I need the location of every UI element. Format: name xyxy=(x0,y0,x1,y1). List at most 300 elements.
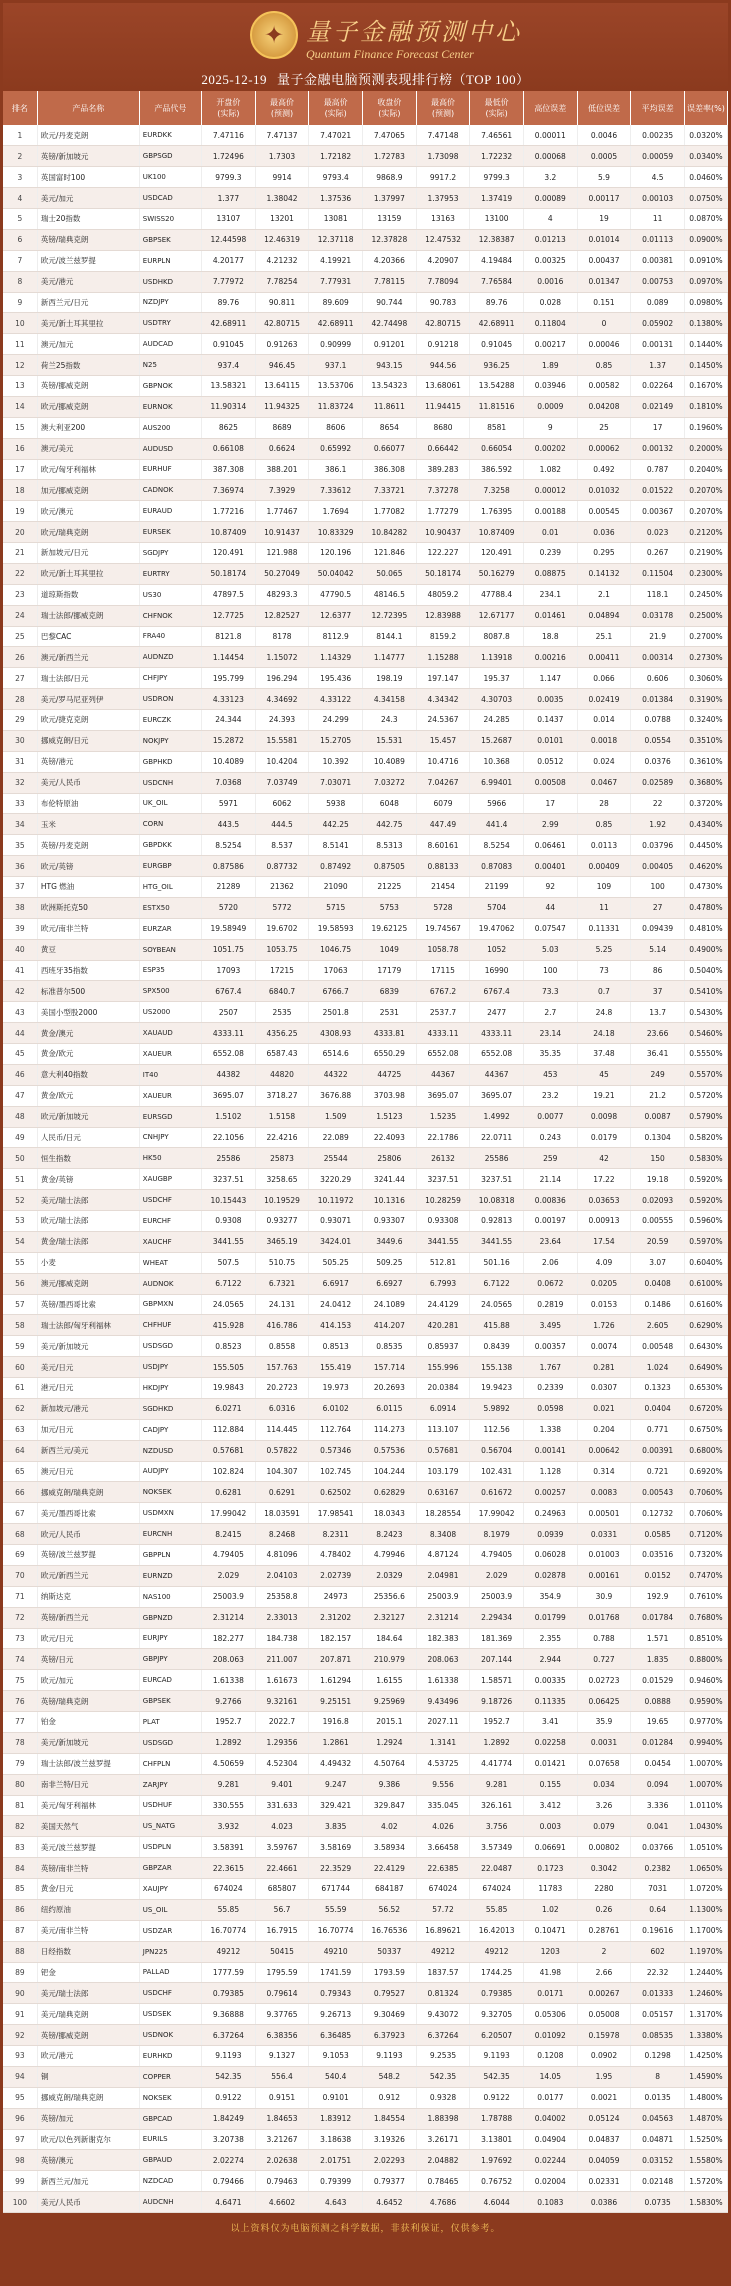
table-cell: 20.2723 xyxy=(255,1378,309,1399)
table-cell: 0.03653 xyxy=(577,1190,631,1211)
table-cell: 35.9 xyxy=(577,1712,631,1733)
table-cell: 0.01384 xyxy=(631,689,685,710)
table-cell: 0.05157 xyxy=(631,2004,685,2025)
table-cell: 0.00117 xyxy=(577,188,631,209)
table-cell: 0.79466 xyxy=(202,2171,256,2192)
table-cell: 60 xyxy=(3,1357,37,1378)
table-cell: 3.2 xyxy=(523,167,577,188)
table-cell: 9.36888 xyxy=(202,2004,256,2025)
table-cell: 0.08535 xyxy=(631,2025,685,2046)
table-cell: 日经指数 xyxy=(37,1941,139,1962)
table-cell: 0.4780% xyxy=(684,897,727,918)
table-cell: 6.38356 xyxy=(255,2025,309,2046)
table-row xyxy=(3,376,728,397)
table-cell: 3241.44 xyxy=(363,1169,417,1190)
table-cell: 674024 xyxy=(470,1879,524,1900)
table-cell: 16.7915 xyxy=(255,1920,309,1941)
table-cell: 443.5 xyxy=(202,814,256,835)
table-cell: 24.344 xyxy=(202,710,256,731)
table-cell: 0.1083 xyxy=(523,2192,577,2213)
table-row xyxy=(3,710,728,731)
table-row xyxy=(3,438,728,459)
table-cell: 24.0565 xyxy=(202,1294,256,1315)
table-cell: 0.079 xyxy=(577,1816,631,1837)
table-row xyxy=(3,1670,728,1691)
table-cell: 0.0980% xyxy=(684,292,727,313)
table-cell: 9799.3 xyxy=(202,167,256,188)
table-cell: 9793.4 xyxy=(309,167,363,188)
table-cell: 28 xyxy=(3,689,37,710)
table-row xyxy=(3,2192,728,2213)
table-cell: 3.58391 xyxy=(202,1837,256,1858)
table-cell: 6.6917 xyxy=(309,1273,363,1294)
table-cell: 453 xyxy=(523,1064,577,1085)
table-cell: 44322 xyxy=(309,1064,363,1085)
table-row xyxy=(3,1795,728,1816)
report-footer xyxy=(3,2213,728,2242)
table-cell: 9.281 xyxy=(470,1774,524,1795)
table-cell: 0.03152 xyxy=(631,2150,685,2171)
table-cell: 1.1300% xyxy=(684,1899,727,1920)
table-cell: 0.6800% xyxy=(684,1440,727,1461)
table-cell: SGDJPY xyxy=(139,543,201,564)
table-cell: GBPSEK xyxy=(139,229,201,250)
table-cell: 0.05124 xyxy=(577,2108,631,2129)
table-cell: 3.932 xyxy=(202,1816,256,1837)
table-cell: 87 xyxy=(3,1920,37,1941)
table-cell: PALLAD xyxy=(139,1962,201,1983)
table-cell: 0.06691 xyxy=(523,1837,577,1858)
table-cell: 3695.07 xyxy=(202,1085,256,1106)
table-cell: 0.00216 xyxy=(523,647,577,668)
table-cell: NAS100 xyxy=(139,1586,201,1607)
table-cell: 24.131 xyxy=(255,1294,309,1315)
table-cell: 0.0177 xyxy=(523,2087,577,2108)
table-row xyxy=(3,563,728,584)
table-cell: 50.27049 xyxy=(255,563,309,584)
table-cell: EURGBP xyxy=(139,856,201,877)
table-cell: 9.2766 xyxy=(202,1691,256,1712)
table-cell: 89.76 xyxy=(470,292,524,313)
table-cell: 恒生指数 xyxy=(37,1148,139,1169)
table-cell: 24.5367 xyxy=(416,710,470,731)
table-cell: 24 xyxy=(3,605,37,626)
table-cell: 4.52304 xyxy=(255,1753,309,1774)
table-cell: 1.37536 xyxy=(309,188,363,209)
table-cell: 44382 xyxy=(202,1064,256,1085)
table-cell: 1.84653 xyxy=(255,2108,309,2129)
table-cell: 7.46561 xyxy=(470,125,524,146)
table-cell: 19.58949 xyxy=(202,918,256,939)
table-cell: 英镑/瑞典克朗 xyxy=(37,1691,139,1712)
table-cell: 0.0021 xyxy=(577,2087,631,2108)
table-cell: 420.281 xyxy=(416,1315,470,1336)
table-cell: 0.1380% xyxy=(684,313,727,334)
table-cell: 3237.51 xyxy=(202,1169,256,1190)
table-cell: 3220.29 xyxy=(309,1169,363,1190)
table-cell: 47 xyxy=(3,1085,37,1106)
table-cell: 英镑/新加坡元 xyxy=(37,146,139,167)
table-cell: 16 xyxy=(3,438,37,459)
table-cell: 1058.78 xyxy=(416,939,470,960)
table-cell: 4.34342 xyxy=(416,689,470,710)
table-cell: 80 xyxy=(3,1774,37,1795)
table-cell: 102.824 xyxy=(202,1461,256,1482)
table-cell: 0.00012 xyxy=(523,480,577,501)
table-cell: 195.37 xyxy=(470,668,524,689)
table-cell: 507.5 xyxy=(202,1252,256,1273)
table-cell: 510.75 xyxy=(255,1252,309,1273)
table-cell: 84 xyxy=(3,1858,37,1879)
table-cell: 1.84249 xyxy=(202,2108,256,2129)
table-cell: 9.25969 xyxy=(363,1691,417,1712)
table-cell: 19.9423 xyxy=(470,1378,524,1399)
table-cell: 0.0153 xyxy=(577,1294,631,1315)
table-row xyxy=(3,1962,728,1983)
table-cell: 黄豆 xyxy=(37,939,139,960)
table-cell: 0.5550% xyxy=(684,1044,727,1065)
table-cell: 0.9101 xyxy=(309,2087,363,2108)
table-cell: 瑞士法郎/日元 xyxy=(37,668,139,689)
table-cell: 0.721 xyxy=(631,1461,685,1482)
table-cell: 意大利40指数 xyxy=(37,1064,139,1085)
table-cell: 24.3 xyxy=(363,710,417,731)
table-cell: 21.2 xyxy=(631,1085,685,1106)
table-cell: 铜 xyxy=(37,2066,139,2087)
table-cell: 25586 xyxy=(202,1148,256,1169)
table-cell: 0.79385 xyxy=(202,1983,256,2004)
table-cell: 16990 xyxy=(470,960,524,981)
table-row xyxy=(3,271,728,292)
table-cell: 0.6281 xyxy=(202,1482,256,1503)
table-cell: 0.06028 xyxy=(523,1545,577,1566)
table-cell: 0.3042 xyxy=(577,1858,631,1879)
table-cell: 1052 xyxy=(470,939,524,960)
table-cell: EURNOK xyxy=(139,396,201,417)
table-cell: 21362 xyxy=(255,877,309,898)
table-cell: 91 xyxy=(3,2004,37,2025)
table-cell: 1.5158 xyxy=(255,1106,309,1127)
table-cell: 0.00335 xyxy=(523,1670,577,1691)
table-cell: 20.2693 xyxy=(363,1378,417,1399)
table-cell: 0.239 xyxy=(523,543,577,564)
table-cell: 54 xyxy=(3,1231,37,1252)
table-cell: AUS200 xyxy=(139,417,201,438)
table-cell: 0.0074 xyxy=(577,1336,631,1357)
table-cell: 9.43496 xyxy=(416,1691,470,1712)
table-cell: 4333.11 xyxy=(416,1023,470,1044)
table-cell: 0.02264 xyxy=(631,376,685,397)
table-cell: 0.034 xyxy=(577,1774,631,1795)
table-cell: 685807 xyxy=(255,1879,309,1900)
table-cell: 41.98 xyxy=(523,1962,577,1983)
table-cell: AUDJPY xyxy=(139,1461,201,1482)
table-cell: 0.1440% xyxy=(684,334,727,355)
table-cell: 5.25 xyxy=(577,939,631,960)
table-row xyxy=(3,2046,728,2067)
table-cell: 0.8535 xyxy=(363,1336,417,1357)
table-cell: 0.93071 xyxy=(309,1211,363,1232)
table-cell: XAUEUR xyxy=(139,1044,201,1065)
table-cell: 7.3929 xyxy=(255,480,309,501)
table-cell: 6840.7 xyxy=(255,981,309,1002)
table-cell: 24.0565 xyxy=(470,1294,524,1315)
table-cell: 17179 xyxy=(363,960,417,981)
table-cell: 542.35 xyxy=(202,2066,256,2087)
table-cell: CHFPLN xyxy=(139,1753,201,1774)
table-cell: 8 xyxy=(631,2066,685,2087)
table-cell: 7.47137 xyxy=(255,125,309,146)
table-cell: USDRON xyxy=(139,689,201,710)
table-cell: 0.93307 xyxy=(363,1211,417,1232)
table-cell: 6.0914 xyxy=(416,1398,470,1419)
table-cell: 4.79405 xyxy=(202,1545,256,1566)
table-cell: 9.32161 xyxy=(255,1691,309,1712)
table-cell: 0.02331 xyxy=(577,2171,631,2192)
table-cell: 0.00161 xyxy=(577,1565,631,1586)
table-cell: 0.0870% xyxy=(684,209,727,230)
table-cell: 0.06461 xyxy=(523,835,577,856)
table-cell: 0.00401 xyxy=(523,856,577,877)
table-cell: 0.5460% xyxy=(684,1023,727,1044)
table-cell: 61 xyxy=(3,1378,37,1399)
table-cell: 2531 xyxy=(363,1002,417,1023)
table-cell: 5704 xyxy=(470,897,524,918)
table-row xyxy=(3,209,728,230)
table-cell: GBPNZD xyxy=(139,1607,201,1628)
table-cell: 2.99 xyxy=(523,814,577,835)
table-cell: 21199 xyxy=(470,877,524,898)
table-cell: 0.2040% xyxy=(684,459,727,480)
table-cell: 瑞士法郎/匈牙利福林 xyxy=(37,1315,139,1336)
table-cell: NOKSEK xyxy=(139,1482,201,1503)
table-cell: 19.58593 xyxy=(309,918,363,939)
table-cell: 美元/匈牙利福林 xyxy=(37,1795,139,1816)
table-cell: 21.14 xyxy=(523,1169,577,1190)
table-cell: 10 xyxy=(3,313,37,334)
table-cell: 8654 xyxy=(363,417,417,438)
table-cell: 329.847 xyxy=(363,1795,417,1816)
table-cell: 21289 xyxy=(202,877,256,898)
table-cell: 0.8513 xyxy=(309,1336,363,1357)
table-cell: 674024 xyxy=(202,1879,256,1900)
table-cell: 荷兰25指数 xyxy=(37,355,139,376)
table-cell: 2.29434 xyxy=(470,1607,524,1628)
table-cell: 21454 xyxy=(416,877,470,898)
table-cell: 3.495 xyxy=(523,1315,577,1336)
table-cell: 欧元/匈牙利福林 xyxy=(37,459,139,480)
table-cell: 0.3720% xyxy=(684,793,727,814)
table-cell: 0.281 xyxy=(577,1357,631,1378)
column-header: 高位误差 xyxy=(523,91,577,125)
table-cell: 0.1723 xyxy=(523,1858,577,1879)
table-cell: 19.973 xyxy=(309,1378,363,1399)
table-cell: 24.1089 xyxy=(363,1294,417,1315)
table-cell: 10.4089 xyxy=(202,751,256,772)
table-cell: 0.93308 xyxy=(416,1211,470,1232)
table-cell: 23.64 xyxy=(523,1231,577,1252)
table-cell: 1.38042 xyxy=(255,188,309,209)
table-row xyxy=(3,146,728,167)
table-cell: 0.01347 xyxy=(577,271,631,292)
table-row xyxy=(3,1231,728,1252)
table-cell: 1.84554 xyxy=(363,2108,417,2129)
table-cell: 0.4810% xyxy=(684,918,727,939)
table-cell: 1.4992 xyxy=(470,1106,524,1127)
table-cell: 7.33612 xyxy=(309,480,363,501)
table-cell: 249 xyxy=(631,1064,685,1085)
table-cell: 23.14 xyxy=(523,1023,577,1044)
table-cell: 1049 xyxy=(363,939,417,960)
table-cell: 5753 xyxy=(363,897,417,918)
table-cell: 2.31202 xyxy=(309,1607,363,1628)
table-cell: XAUAUD xyxy=(139,1023,201,1044)
table-cell: 29 xyxy=(3,710,37,731)
table-row xyxy=(3,396,728,417)
table-cell: 2.7 xyxy=(523,1002,577,1023)
table-cell: 0.00405 xyxy=(631,856,685,877)
table-row xyxy=(3,793,728,814)
table-cell: 0.01421 xyxy=(523,1753,577,1774)
table-cell: 0.0077 xyxy=(523,1106,577,1127)
column-header: 最高价 (预测) xyxy=(416,91,470,125)
table-cell: 157.763 xyxy=(255,1357,309,1378)
table-cell: 铂金 xyxy=(37,1712,139,1733)
table-cell: 0.04002 xyxy=(523,2108,577,2129)
table-cell: 1.338 xyxy=(523,1419,577,1440)
table-cell: 3.336 xyxy=(631,1795,685,1816)
table-cell: 1.72496 xyxy=(202,146,256,167)
table-cell: 47788.4 xyxy=(470,584,524,605)
table-cell: 22.0711 xyxy=(470,1127,524,1148)
table-cell: 0.00141 xyxy=(523,1440,577,1461)
table-cell: 0.0179 xyxy=(577,1127,631,1148)
table-cell: 11783 xyxy=(523,1879,577,1900)
table-cell: 0.00411 xyxy=(577,647,631,668)
table-cell: 0.243 xyxy=(523,1127,577,1148)
table-cell: 13.53706 xyxy=(309,376,363,397)
table-cell: 10.91437 xyxy=(255,522,309,543)
table-cell: 16.70774 xyxy=(309,1920,363,1941)
table-cell: 58 xyxy=(3,1315,37,1336)
table-cell: 0.0585 xyxy=(631,1524,685,1545)
table-cell: 0.0750% xyxy=(684,188,727,209)
table-cell: 25003.9 xyxy=(470,1586,524,1607)
table-cell: 109 xyxy=(577,877,631,898)
table-cell: 6.36485 xyxy=(309,2025,363,2046)
table-row xyxy=(3,1252,728,1273)
table-cell: 0.2300% xyxy=(684,563,727,584)
table-cell: 1952.7 xyxy=(202,1712,256,1733)
table-cell: 4.6452 xyxy=(363,2192,417,2213)
table-cell: CORN xyxy=(139,814,201,835)
table-cell: 6.0115 xyxy=(363,1398,417,1419)
table-cell: 2537.7 xyxy=(416,1002,470,1023)
table-cell: 22.3529 xyxy=(309,1858,363,1879)
table-cell: 0.4900% xyxy=(684,939,727,960)
table-cell: GBPAUD xyxy=(139,2150,201,2171)
table-cell: 1.2892 xyxy=(202,1732,256,1753)
table-cell: 44367 xyxy=(470,1064,524,1085)
table-cell: 0.2819 xyxy=(523,1294,577,1315)
table-cell: 37 xyxy=(3,877,37,898)
table-cell: 69 xyxy=(3,1545,37,1566)
table-cell: 0.0016 xyxy=(523,271,577,292)
table-cell: 0.05008 xyxy=(577,2004,631,2025)
table-cell: 7.0368 xyxy=(202,772,256,793)
table-cell: 0.01113 xyxy=(631,229,685,250)
table-cell: 0.04059 xyxy=(577,2150,631,2171)
table-cell: 7.47021 xyxy=(309,125,363,146)
table-cell: 512.81 xyxy=(416,1252,470,1273)
table-cell: 5728 xyxy=(416,897,470,918)
table-cell: 1046.75 xyxy=(309,939,363,960)
table-cell: 48146.5 xyxy=(363,584,417,605)
table-cell: 0.11331 xyxy=(577,918,631,939)
table-cell: 4.81096 xyxy=(255,1545,309,1566)
table-cell: 17.99042 xyxy=(202,1503,256,1524)
table-cell: 3.66458 xyxy=(416,1837,470,1858)
table-cell: 330.555 xyxy=(202,1795,256,1816)
table-cell: 0.79463 xyxy=(255,2171,309,2192)
table-row xyxy=(3,1190,728,1211)
table-cell: 0.1323 xyxy=(631,1378,685,1399)
table-cell: 瑞士20指数 xyxy=(37,209,139,230)
table-cell: 0.24963 xyxy=(523,1503,577,1524)
table-cell: 0.00555 xyxy=(631,1211,685,1232)
table-row xyxy=(3,1899,728,1920)
table-cell: 英镑/新西兰元 xyxy=(37,1607,139,1628)
table-cell: 42.80715 xyxy=(416,313,470,334)
table-cell: 0.9940% xyxy=(684,1732,727,1753)
table-cell: 0.0408 xyxy=(631,1273,685,1294)
table-cell: 0.6040% xyxy=(684,1252,727,1273)
table-row xyxy=(3,1148,728,1169)
table-cell: 4.78402 xyxy=(309,1545,363,1566)
table-cell: 3676.88 xyxy=(309,1085,363,1106)
table-cell: 4.79946 xyxy=(363,1545,417,1566)
table-cell: CADJPY xyxy=(139,1419,201,1440)
table-cell: 0.0171 xyxy=(523,1983,577,2004)
table-cell: 0.5820% xyxy=(684,1127,727,1148)
table-cell: 73 xyxy=(3,1628,37,1649)
table-cell: 1.14454 xyxy=(202,647,256,668)
table-cell: 24.299 xyxy=(309,710,363,731)
table-row xyxy=(3,2087,728,2108)
table-cell: 11.83724 xyxy=(309,396,363,417)
table-cell: GBPCAD xyxy=(139,2108,201,2129)
table-cell: 1.4870% xyxy=(684,2108,727,2129)
table-cell: SOYBEAN xyxy=(139,939,201,960)
table-cell: 1.95 xyxy=(577,2066,631,2087)
table-cell: 0.024 xyxy=(577,751,631,772)
table-cell: 1744.25 xyxy=(470,1962,524,1983)
table-cell: EURSEK xyxy=(139,522,201,543)
table-cell: 0.01213 xyxy=(523,229,577,250)
table-cell: 155.138 xyxy=(470,1357,524,1378)
table-cell: 0.00267 xyxy=(577,1983,631,2004)
table-cell: AUDUSD xyxy=(139,438,201,459)
table-cell: 0.7610% xyxy=(684,1586,727,1607)
table-cell: 0.02244 xyxy=(523,2150,577,2171)
table-cell: 0.81324 xyxy=(416,1983,470,2004)
table-cell: 15.5581 xyxy=(255,730,309,751)
table-cell: 1.4250% xyxy=(684,2046,727,2067)
table-cell: 6.37264 xyxy=(202,2025,256,2046)
table-cell: 50.065 xyxy=(363,563,417,584)
table-cell: 9.1193 xyxy=(202,2046,256,2067)
table-cell: 0.8558 xyxy=(255,1336,309,1357)
